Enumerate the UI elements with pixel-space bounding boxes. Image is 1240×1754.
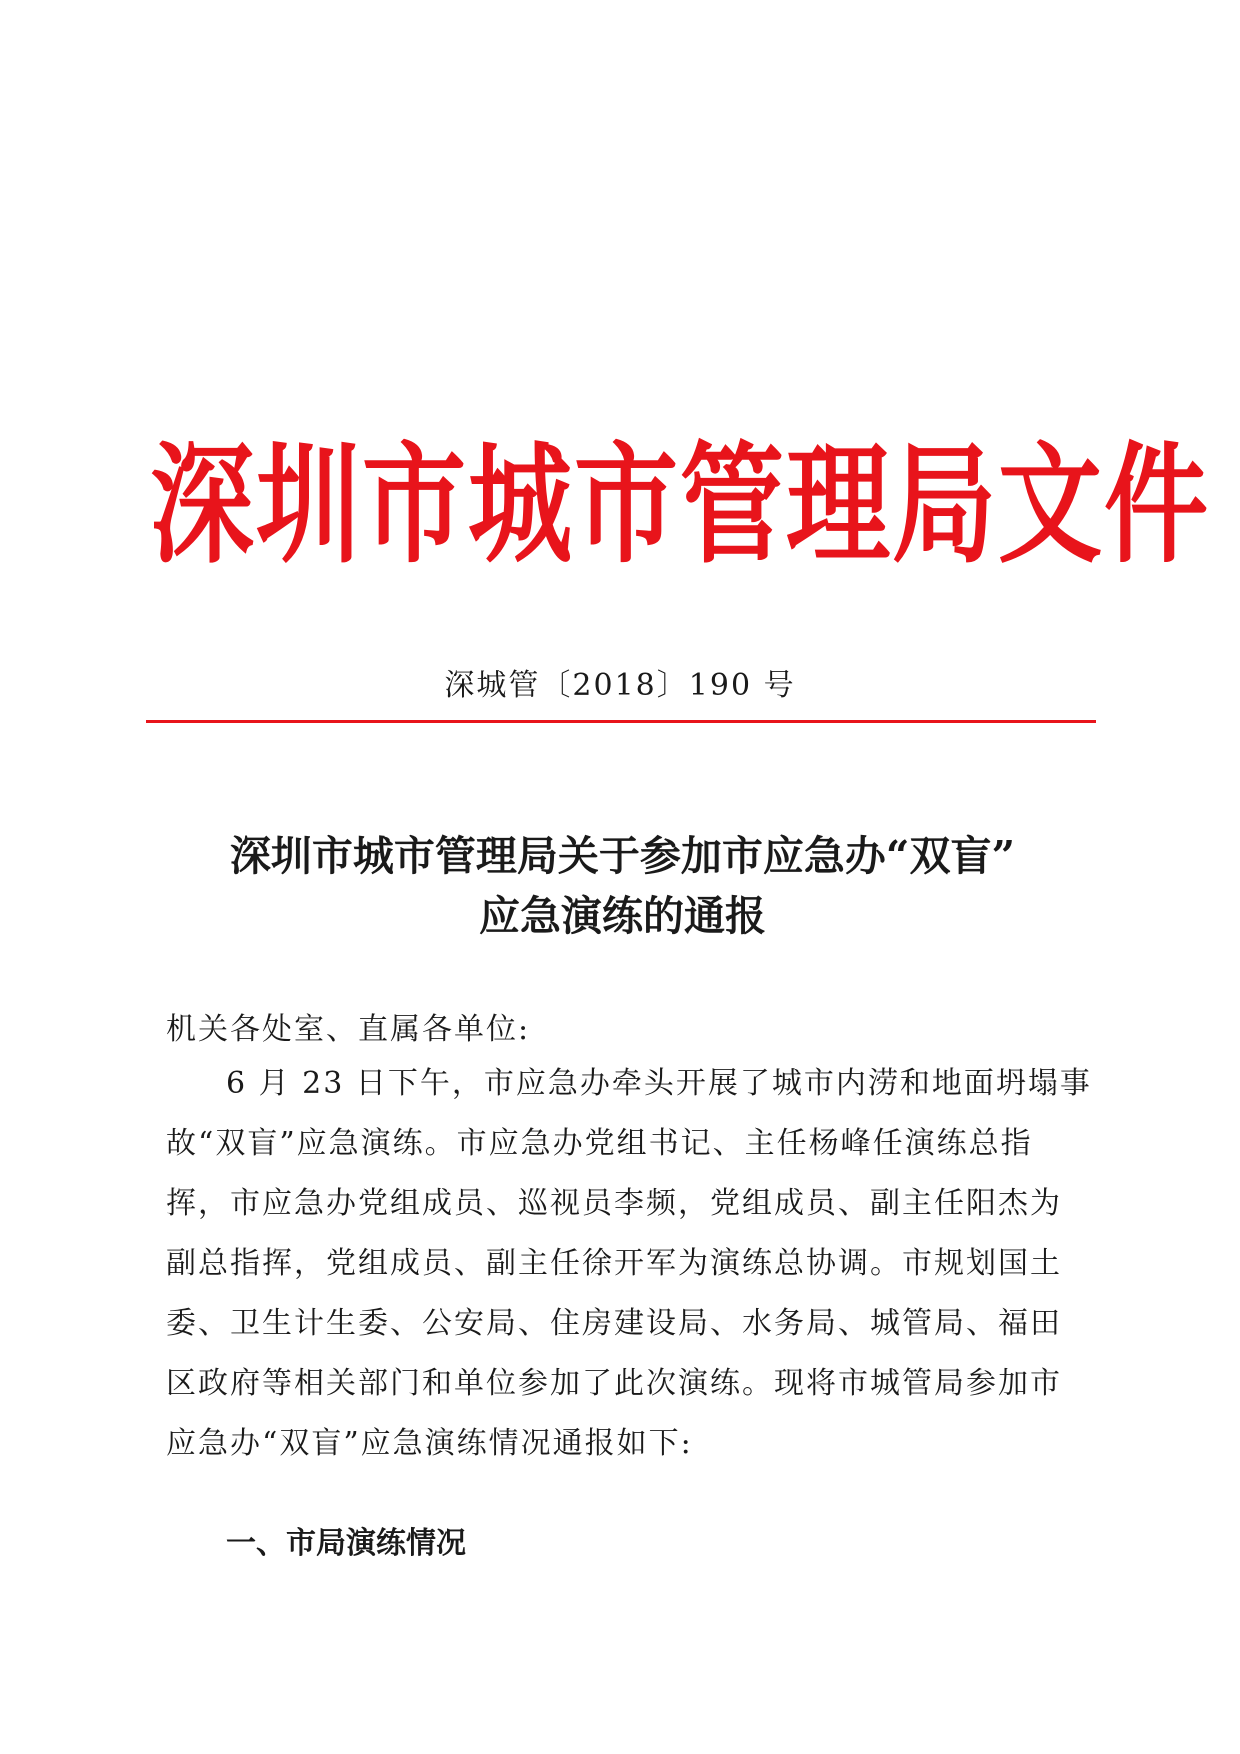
- red-divider-rule: [146, 720, 1096, 723]
- notice-title: [150, 826, 1095, 946]
- body-paragraph-line: 副总指挥，党组成员、副主任徐开军为演练总协调。市规划国土: [166, 1246, 1062, 1281]
- body-paragraph-line: 6 月 23 日下午，市应急办牵头开展了城市内涝和地面坍塌事: [226, 1066, 1092, 1101]
- masthead-title: 深圳市城市管理局文件: [150, 427, 1211, 582]
- document-number: 深城管〔2018〕190 号: [444, 668, 796, 703]
- notice-title-line-1: 深圳市城市管理局关于参加市应急办“双盲”: [229, 832, 1016, 880]
- notice-title-line-2: 应急演练的通报: [479, 892, 766, 940]
- body-paragraph-line: 挥，市应急办党组成员、巡视员李频，党组成员、副主任阳杰为: [166, 1186, 1062, 1221]
- body-paragraph-line: 委、卫生计生委、公安局、住房建设局、水务局、城管局、福田: [166, 1306, 1062, 1341]
- body-paragraph-line: 故“双盲”应急演练。市应急办党组书记、主任杨峰任演练总指: [166, 1126, 1033, 1161]
- salutation: 机关各处室、直属各单位:: [166, 1012, 531, 1047]
- section-heading: 一、市局演练情况: [226, 1526, 466, 1561]
- body-paragraph-line: 区政府等相关部门和单位参加了此次演练。现将市城管局参加市: [166, 1366, 1062, 1401]
- body-paragraph-line: 应急办“双盲”应急演练情况通报如下:: [166, 1426, 693, 1461]
